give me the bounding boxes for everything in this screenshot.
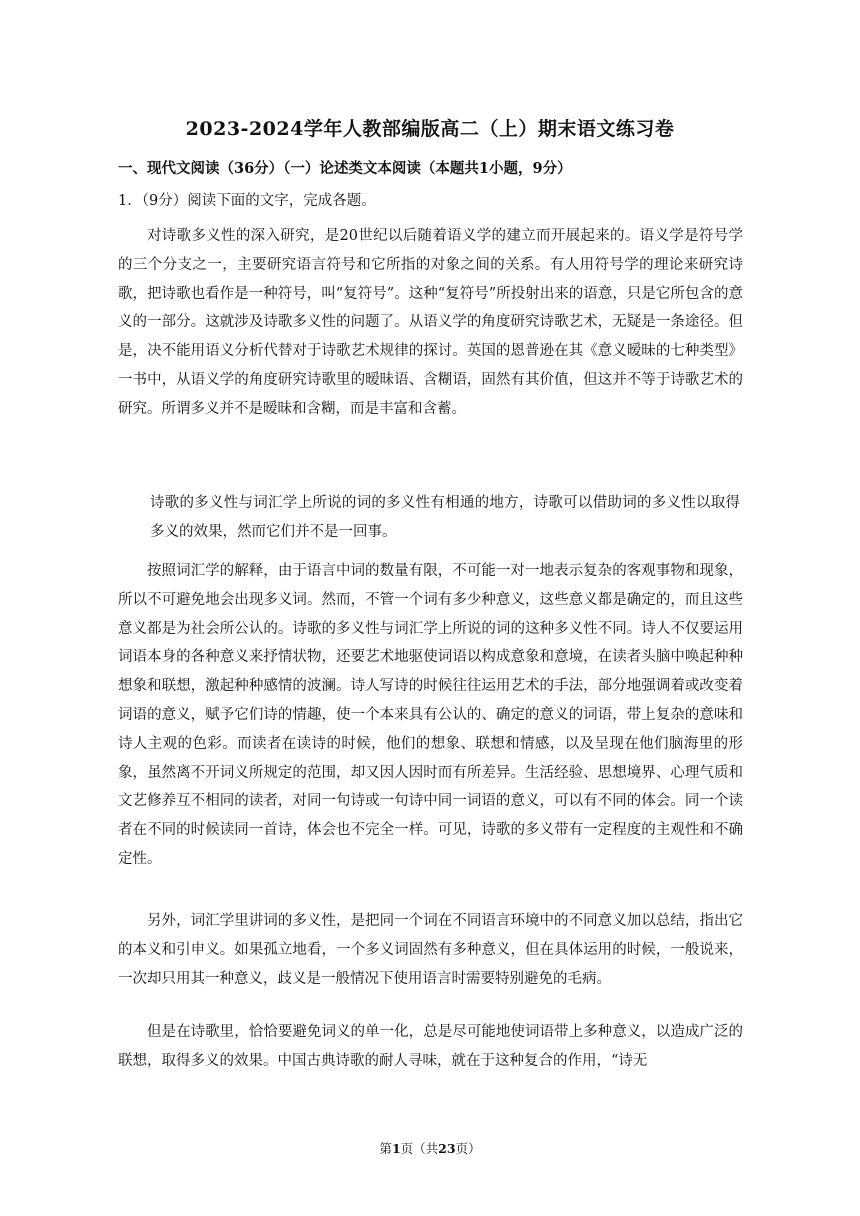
total-pages: 23 xyxy=(438,1141,456,1156)
footer-middle: 页（共 xyxy=(400,1141,439,1156)
section-heading: 一、现代文阅读（36分）（一）论述类文本阅读（本题共1小题，9分） xyxy=(118,160,572,177)
paragraph-1-block xyxy=(118,222,743,424)
paragraph: 但是在诗歌里，恰恰要避免词义的单一化，总是尽可能地使词语带上多种意义，以造成广泛的联想，取得多义的效果。中国古典诗歌的耐人寻味，就在于这种复合的作用，“诗无 xyxy=(118,1024,743,1069)
document-title: 2023-2024学年人教部编版高二（上）期末语文练习卷 xyxy=(185,118,675,140)
page-number: 1 xyxy=(391,1141,401,1156)
question-prompt: 1．（9分）阅读下面的文字，完成各题。 xyxy=(118,193,376,209)
paragraph: 按照词汇学的解释，由于语言中词的数量有限，不可能一对一地表示复杂的客观事物和现象，所以不可避免地会出现多义词。然而，不管一个词有多少种意义，这些意义都是确定的，而且这些意义都是为社会所公认的。诗歌的多义性与词汇学上所说的词的这种多义性不同。诗人不仅要运用词语本身的各种意义来抒情状物，还要艺术地驱使词语以构成意象和意境，在读者头脑中唤起种种想象和联想，激起种种感情的波澜。诗人写诗的时候往往运用艺术的手法，部分地强调着或改变着词语的意义，赋予它们诗的情趣，使一个本来具有公认的、确定的意义的词语，带上复杂的意味和诗人主观的色彩。而读者在读诗的时候，他们的想象、联想和情感，以及呈现在他们脑海里的形象，虽然离不开词义所规定的范围，却又因人因时而有所差异。生活经验、思想境界、心理气质和文艺修养互不相同的读者，对同一句诗或一句诗中同一词语的意义，可以有不同的体会。同一个读者在不同的时候读同一首诗，体会也不完全一样。可见，诗歌的多义带有一定程度的主观性和不确定性。 xyxy=(118,563,743,867)
paragraph: 对诗歌多义性的深入研究，是20世纪以后随着语义学的建立而开展起来的。语义学是符号学的三个分支之一，主要研究语言符号和它所指的对象之间的关系。有人用符号学的理论来研究诗歌，把诗歌也看作是一种符号，叫“复符号”。这种“复符号”所投射出来的语意，只是它所包含的意义的一部分。这就涉及诗歌多义性的问题了。从语义学的角度研究诗歌艺术，无疑是一条途径。但是，决不能用语义分析代替对于诗歌艺术规律的探讨。英国的恩普逊在其《意义暧昧的七种类型》一书中，从语义学的角度研究诗歌里的暧昧语、含糊语，固然有其价值，但这并不等于诗歌艺术的研究。所谓多义并不是暧昧和含糊，而是丰富和含蓄。 xyxy=(118,228,743,417)
paragraph-3-block xyxy=(118,557,743,874)
paragraph-2-block xyxy=(150,489,740,547)
footer-suffix: 页） xyxy=(455,1141,481,1156)
page-footer xyxy=(0,1139,860,1157)
paragraph-4-block xyxy=(118,907,743,993)
footer-prefix: 第 xyxy=(379,1141,392,1156)
paragraph-5-block xyxy=(118,1018,743,1076)
paragraph: 另外，词汇学里讲词的多义性，是把同一个词在不同语言环境中的不同意义加以总结，指出它的本义和引申义。如果孤立地看，一个多义词固然有多种意义，但在具体运用的时候，一般说来，一次却只用其一种意义，歧义是一般情况下使用语言时需要特别避免的毛病。 xyxy=(118,913,743,987)
paragraph: 诗歌的多义性与词汇学上所说的词的多义性有相通的地方，诗歌可以借助词的多义性以取得多义的效果，然而它们并不是一回事。 xyxy=(150,495,740,540)
